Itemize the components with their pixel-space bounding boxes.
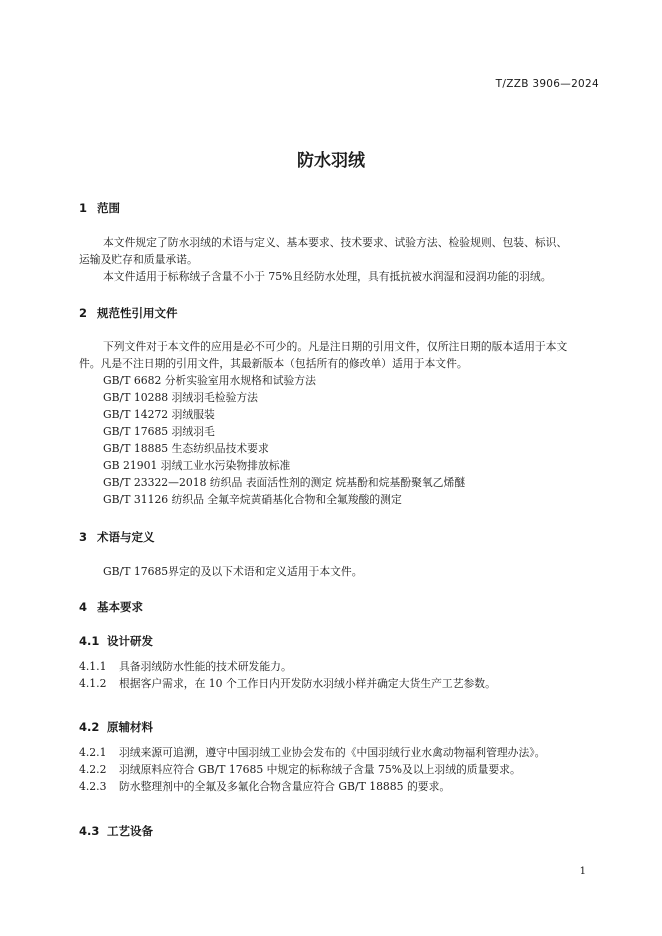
paragraph-line: GB/T 17685界定的及以下术语和定义适用于本文件。	[103, 565, 363, 578]
subsection-number: 4.1	[79, 634, 100, 648]
clause-number: 4.1.1	[79, 660, 107, 673]
subsection-title: 设计研发	[107, 634, 153, 648]
clause-number: 4.2.1	[79, 746, 107, 759]
page-title: 防水羽绒	[297, 151, 365, 171]
reference-item: GB/T 17685 羽绒羽毛	[103, 425, 215, 438]
reference-item: GB/T 23322—2018 纺织品 表面活性剂的测定 烷基酚和烷基酚聚氧乙烯醚	[103, 476, 466, 489]
paragraph-line: 运输及贮存和质量承诺。	[79, 253, 198, 266]
clause-number: 4.2.3	[79, 780, 107, 793]
section-number: 2	[79, 306, 88, 320]
clause-text: 羽绒来源可追溯，遵守中国羽绒工业协会发布的《中国羽绒行业水禽动物福利管理办法》。	[119, 746, 546, 759]
subsection-heading-materials	[79, 719, 153, 735]
paragraph-line: 本文件规定了防水羽绒的术语与定义、基本要求、技术要求、试验方法、检验规则、包装、标识、	[103, 236, 568, 249]
subsection-heading-design	[79, 633, 153, 649]
subsection-heading-equipment	[79, 823, 153, 839]
clause-item	[79, 779, 450, 794]
reference-item: GB/T 18885 生态纺织品技术要求	[103, 442, 269, 455]
clause-number: 4.1.2	[79, 677, 107, 690]
clause-item	[79, 745, 545, 760]
section-heading-scope	[79, 200, 120, 216]
document-number: T/ZZB 3906—2024	[495, 78, 599, 90]
section-title: 基本要求	[97, 600, 143, 614]
section-heading-basic-requirements	[79, 599, 143, 615]
clause-text: 具备羽绒防水性能的技术研发能力。	[119, 660, 292, 673]
clause-text: 防水整理剂中的全氟及多氟化合物含量应符合 GB/T 18885 的要求。	[119, 780, 451, 793]
reference-item: GB/T 6682 分析实验室用水规格和试验方法	[103, 374, 316, 387]
reference-item: GB 21901 羽绒工业水污染物排放标准	[103, 459, 291, 472]
reference-item: GB/T 31126 纺织品 全氟辛烷黄硝基化合物和全氟羧酸的测定	[103, 493, 402, 506]
clause-item	[79, 659, 292, 674]
reference-item: GB/T 14272 羽绒服装	[103, 408, 215, 421]
subsection-number: 4.2	[79, 720, 100, 734]
paragraph-line: 件。凡是不注日期的引用文件，其最新版本（包括所有的修改单）适用于本文件。	[79, 357, 468, 370]
clause-text: 根据客户需求，在 10 个工作日内开发防水羽绒小样并确定大货生产工艺参数。	[119, 677, 496, 690]
section-title: 规范性引用文件	[97, 306, 178, 320]
clause-item	[79, 676, 496, 691]
section-heading-terms	[79, 529, 155, 545]
subsection-number: 4.3	[79, 824, 100, 838]
page-number: 1	[579, 866, 586, 877]
section-number: 4	[79, 600, 88, 614]
clause-number: 4.2.2	[79, 763, 107, 776]
section-number: 1	[79, 201, 88, 215]
paragraph-line: 下列文件对于本文件的应用是必不可少的。凡是注日期的引用文件，仅所注日期的版本适用于本文	[103, 340, 568, 353]
section-number: 3	[79, 530, 88, 544]
section-title: 术语与定义	[97, 530, 155, 544]
reference-item: GB/T 10288 羽绒羽毛检验方法	[103, 391, 258, 404]
clause-item	[79, 762, 521, 777]
section-heading-normative-references	[79, 305, 178, 321]
clause-text: 羽绒原料应符合 GB/T 17685 中规定的标称绒子含量 75%及以上羽绒的质量要求。	[119, 763, 521, 776]
paragraph-line: 本文件适用于标称绒子含量不小于 75%且经防水处理，具有抵抗被水润湿和浸润功能的羽绒。	[103, 270, 552, 283]
subsection-title: 原辅材料	[107, 720, 153, 734]
subsection-title: 工艺设备	[107, 824, 153, 838]
section-title: 范围	[97, 201, 120, 215]
